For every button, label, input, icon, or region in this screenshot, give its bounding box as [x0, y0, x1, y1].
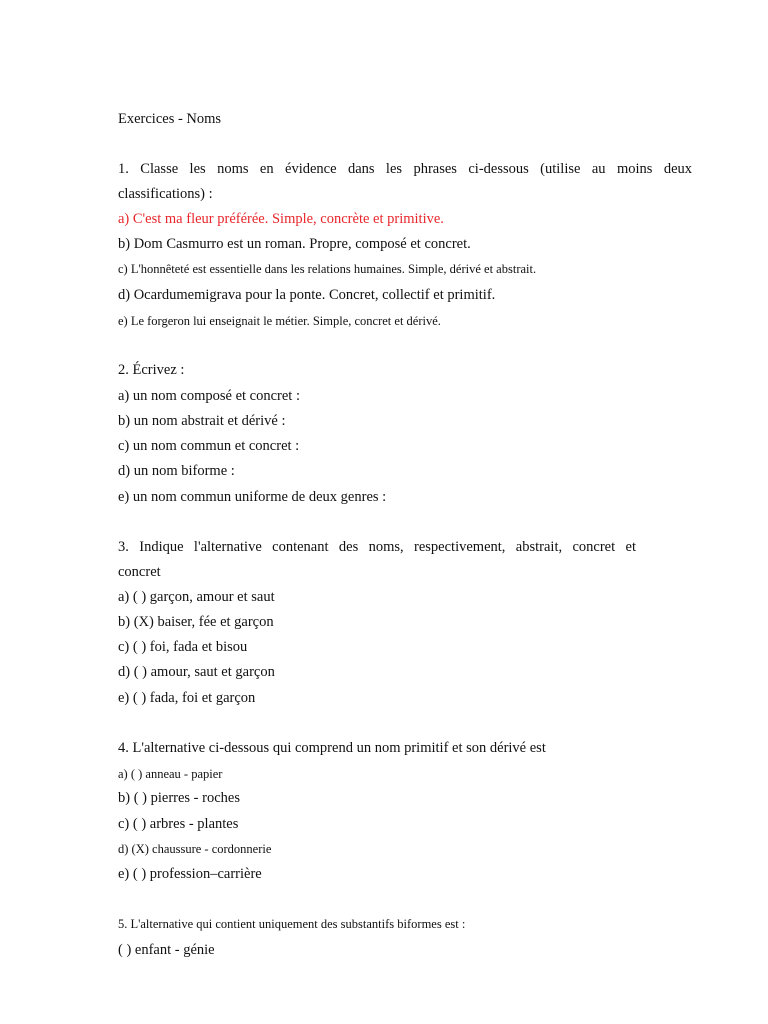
q2-item-e: e) un nom commun uniforme de deux genres :	[118, 489, 387, 505]
q1-intro-line2: classifications) :	[118, 186, 213, 202]
q3-item-c: c) ( ) foi, fada et bisou	[118, 639, 248, 655]
q4-intro: 4. L'alternative ci-dessous qui comprend un nom primitif et son dérivé est	[118, 740, 546, 756]
q2-item-c: c) un nom commun et concret :	[118, 438, 300, 454]
q3-item-d: d) ( ) amour, saut et garçon	[118, 664, 275, 680]
q1-item-c: c) L'honnêteté est essentielle dans les relations humaines. Simple, dérivé et abstrait.	[118, 262, 537, 276]
page-title: Exercices - Noms	[118, 111, 222, 127]
q3-intro-line2: concret	[118, 564, 161, 580]
q1-item-e: e) Le forgeron lui enseignait le métier. Simple, concret et dérivé.	[118, 314, 441, 328]
q2-item-b: b) un nom abstrait et dérivé :	[118, 413, 286, 429]
q2-item-a: a) un nom composé et concret :	[118, 388, 300, 404]
q4-item-b: b) ( ) pierres - roches	[118, 790, 240, 806]
q4-item-d: d) (X) chaussure - cordonnerie	[118, 842, 272, 856]
q1-item-a: a) C'est ma fleur préférée. Simple, concrète et primitive.	[118, 211, 444, 227]
q1-item-b: b) Dom Casmurro est un roman. Propre, composé et concret.	[118, 236, 471, 252]
q2-intro: 2. Écrivez :	[118, 362, 185, 378]
q5-item-a: ( ) enfant - génie	[118, 942, 215, 958]
q4-item-c: c) ( ) arbres - plantes	[118, 816, 239, 832]
q2-item-d: d) un nom biforme :	[118, 463, 235, 479]
q4-item-e: e) ( ) profession–carrière	[118, 866, 262, 882]
q5-intro: 5. L'alternative qui contient uniquement des substantifs biformes est :	[118, 917, 466, 931]
q1-intro-line1: 1. Classe les noms en évidence dans les phrases ci-dessous (utilise au moins deux	[118, 161, 692, 177]
q3-intro-line1: 3. Indique l'alternative contenant des noms, respectivement, abstrait, concret et	[118, 539, 636, 555]
q3-item-b: b) (X) baiser, fée et garçon	[118, 614, 274, 630]
q3-item-a: a) ( ) garçon, amour et saut	[118, 589, 275, 605]
q3-item-e: e) ( ) fada, foi et garçon	[118, 690, 256, 706]
q1-item-d: d) Ocardumemigrava pour la ponte. Concret, collectif et primitif.	[118, 287, 496, 303]
q4-item-a: a) ( ) anneau - papier	[118, 767, 223, 781]
